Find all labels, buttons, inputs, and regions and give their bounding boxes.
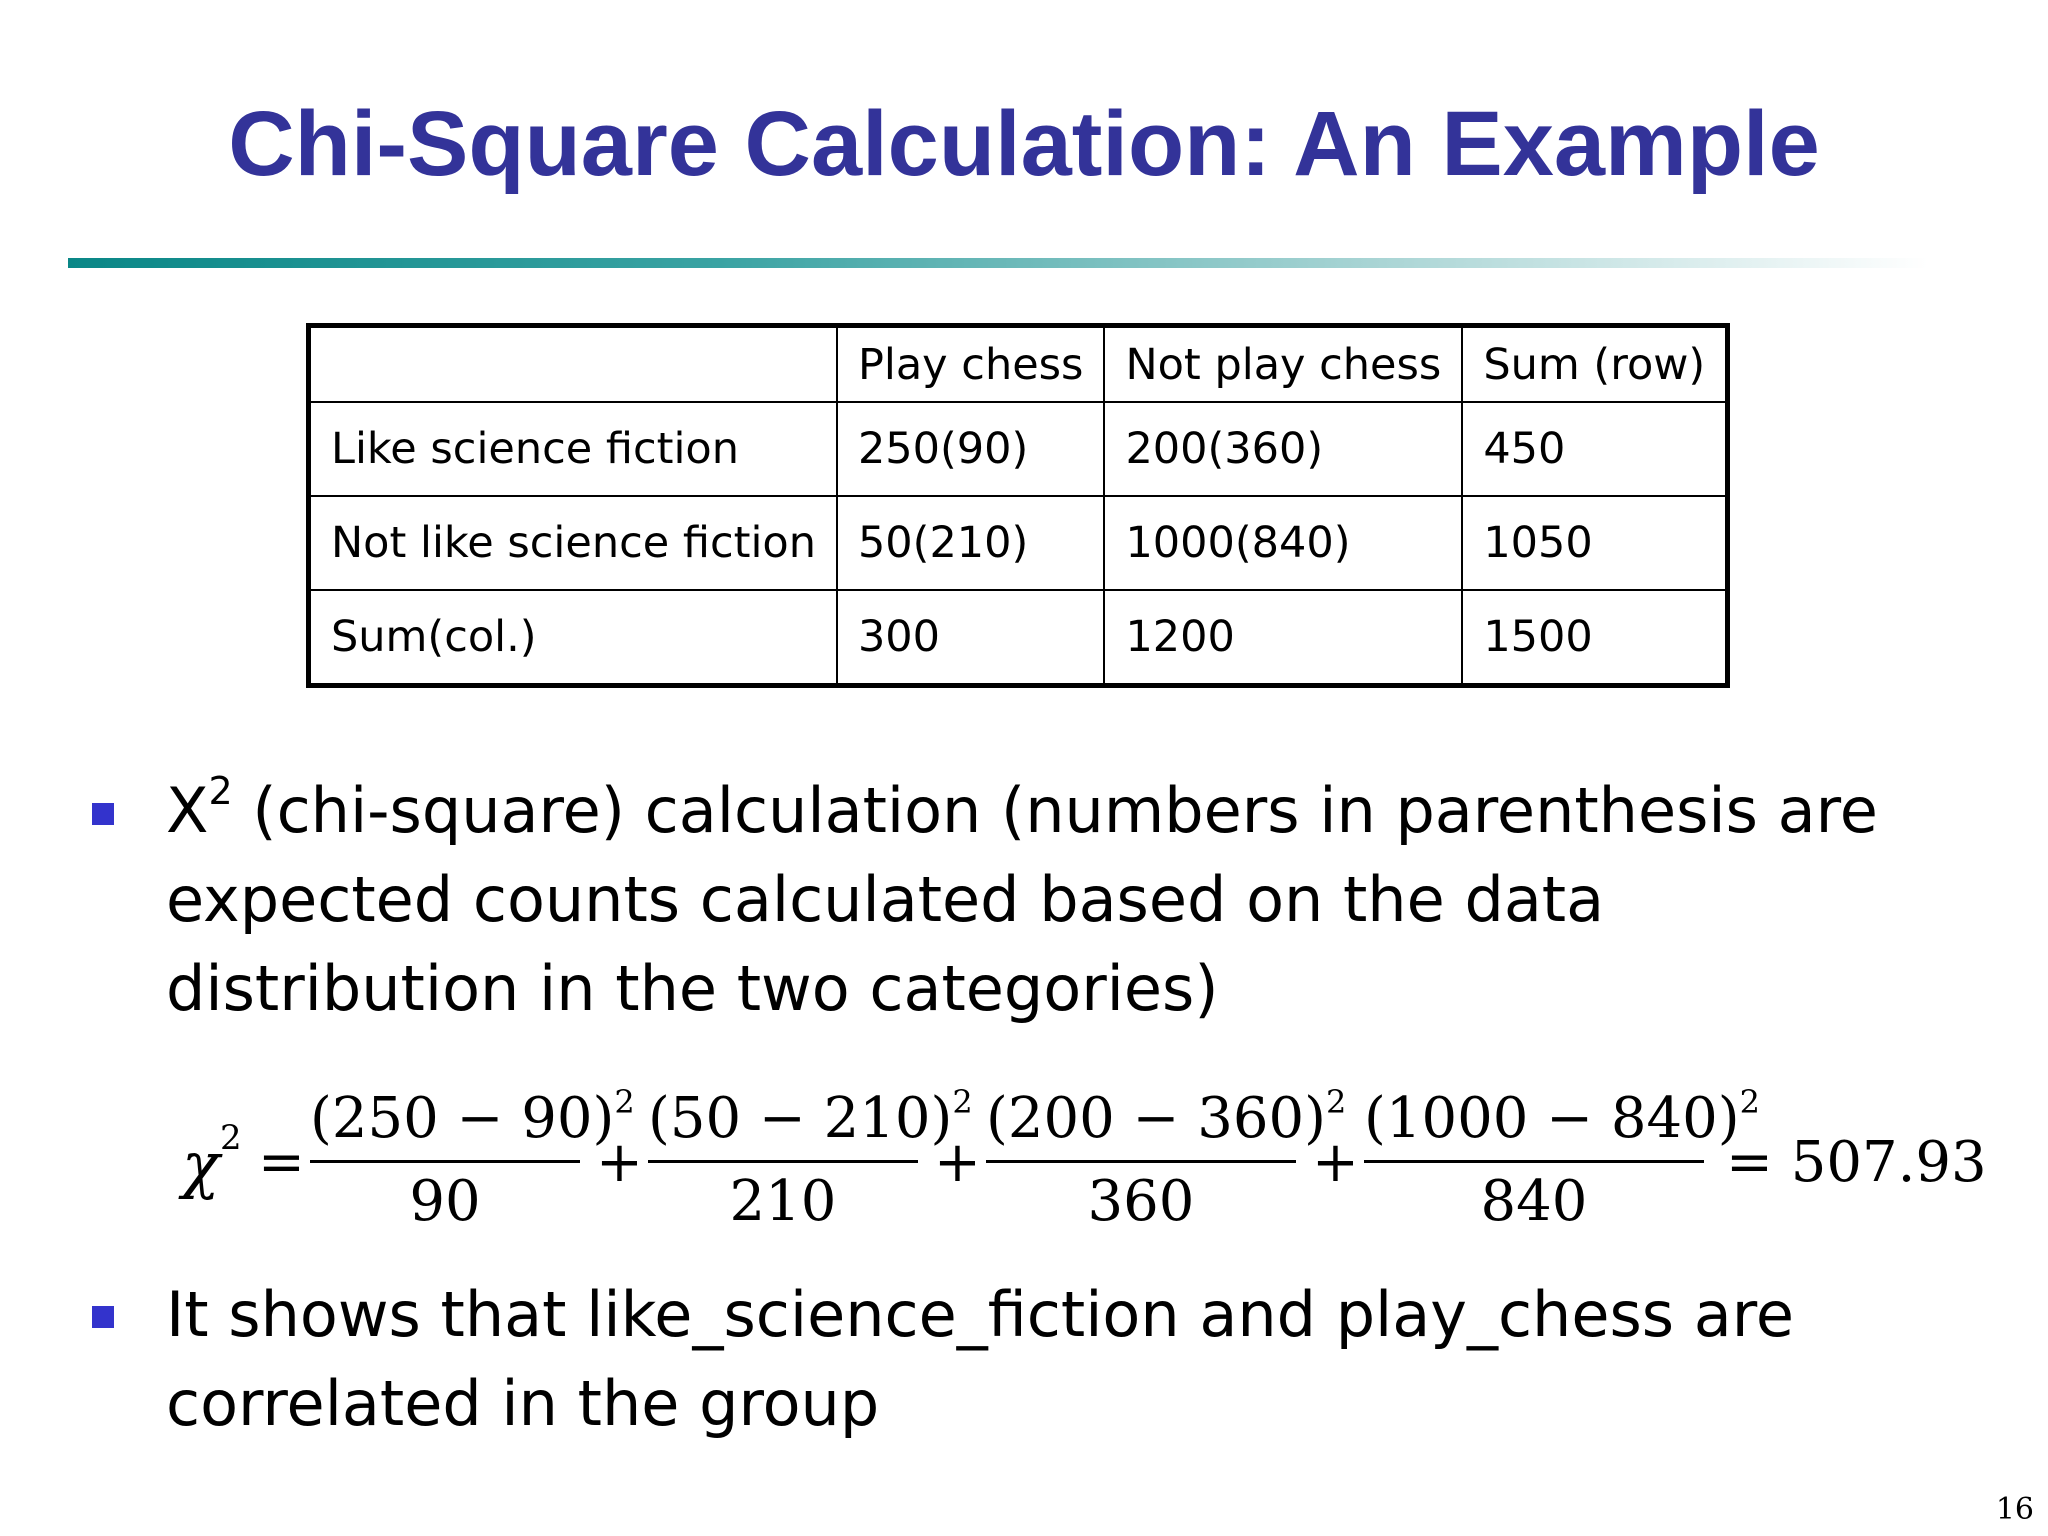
fraction-bar [648, 1160, 918, 1163]
numerator-exponent: 2 [614, 1083, 635, 1121]
chi-square-symbol: X [166, 774, 209, 847]
fraction-term [986, 1083, 1347, 1235]
table-cell: 250(90) [837, 402, 1105, 496]
table-header-cell: Not play chess [1104, 326, 1462, 403]
table-cell: 300 [837, 590, 1105, 686]
table-header-row [309, 326, 1728, 403]
table-header-cell [309, 326, 837, 403]
numerator-text: (1000 − 840) [1364, 1086, 1740, 1151]
table-cell: 1000(840) [1104, 496, 1462, 590]
numerator-exponent: 2 [952, 1083, 973, 1121]
numerator-text: (50 − 210) [648, 1086, 953, 1151]
table-row [309, 402, 1728, 496]
chi-exponent: 2 [220, 1118, 242, 1158]
fraction-numerator [310, 1083, 635, 1152]
table-row-label: Sum(col.) [309, 590, 837, 686]
fraction-denominator: 210 [729, 1169, 837, 1234]
fraction-bar [1364, 1160, 1704, 1163]
formula-result: = 507.93 [1726, 1130, 1987, 1195]
bullet-square-icon [92, 1306, 114, 1328]
page-number: 16 [1995, 1492, 2034, 1527]
numerator-exponent: 2 [1326, 1083, 1347, 1121]
fraction-numerator [648, 1083, 973, 1152]
chi-square-formula [176, 1072, 1987, 1252]
bullet-square-icon [92, 803, 114, 825]
bullet-body: (chi-square) calculation (numbers in parenthesis are expected counts calculated based on the data distribution in the two categories) [166, 774, 1878, 1025]
plus-sign: + [1312, 1130, 1359, 1195]
table-cell: 200(360) [1104, 402, 1462, 496]
table-cell: 1050 [1462, 496, 1728, 590]
slide-title: Chi-Square Calculation: An Example [228, 93, 1820, 195]
fraction-denominator: 90 [409, 1169, 481, 1234]
fraction-bar [986, 1160, 1296, 1163]
contingency-table [306, 323, 1730, 688]
fraction-term [310, 1083, 635, 1235]
numerator-exponent: 2 [1739, 1083, 1760, 1121]
table-row-label: Like science fiction [309, 402, 837, 496]
table-row [309, 590, 1728, 686]
numerator-text: (250 − 90) [310, 1086, 615, 1151]
numerator-text: (200 − 360) [986, 1086, 1326, 1151]
plus-sign: + [596, 1130, 643, 1195]
table-row [309, 496, 1728, 590]
fraction-term [648, 1083, 973, 1235]
title-divider [68, 258, 1928, 268]
fraction-term [1364, 1083, 1760, 1235]
chi-square-superscript: 2 [208, 769, 233, 813]
chi-symbol: χ [182, 1128, 220, 1201]
table-header-cell: Play chess [837, 326, 1105, 403]
table-cell: 450 [1462, 402, 1728, 496]
bullet-text-conclusion: It shows that like_science_fiction and play_chess are correlated in the group [166, 1278, 1795, 1440]
table-cell: 1500 [1462, 590, 1728, 686]
table-row-label: Not like science fiction [309, 496, 837, 590]
plus-sign: + [934, 1130, 981, 1195]
table-header-cell: Sum (row) [1462, 326, 1728, 403]
table-cell: 50(210) [837, 496, 1105, 590]
fraction-numerator [986, 1083, 1347, 1152]
bullet-text-chi-square [166, 766, 1966, 1033]
fraction-numerator [1364, 1083, 1760, 1152]
table-cell: 1200 [1104, 590, 1462, 686]
fraction-bar [310, 1160, 580, 1163]
fraction-denominator: 840 [1480, 1169, 1588, 1234]
fraction-denominator: 360 [1087, 1169, 1195, 1234]
equals-sign: = [258, 1130, 305, 1195]
